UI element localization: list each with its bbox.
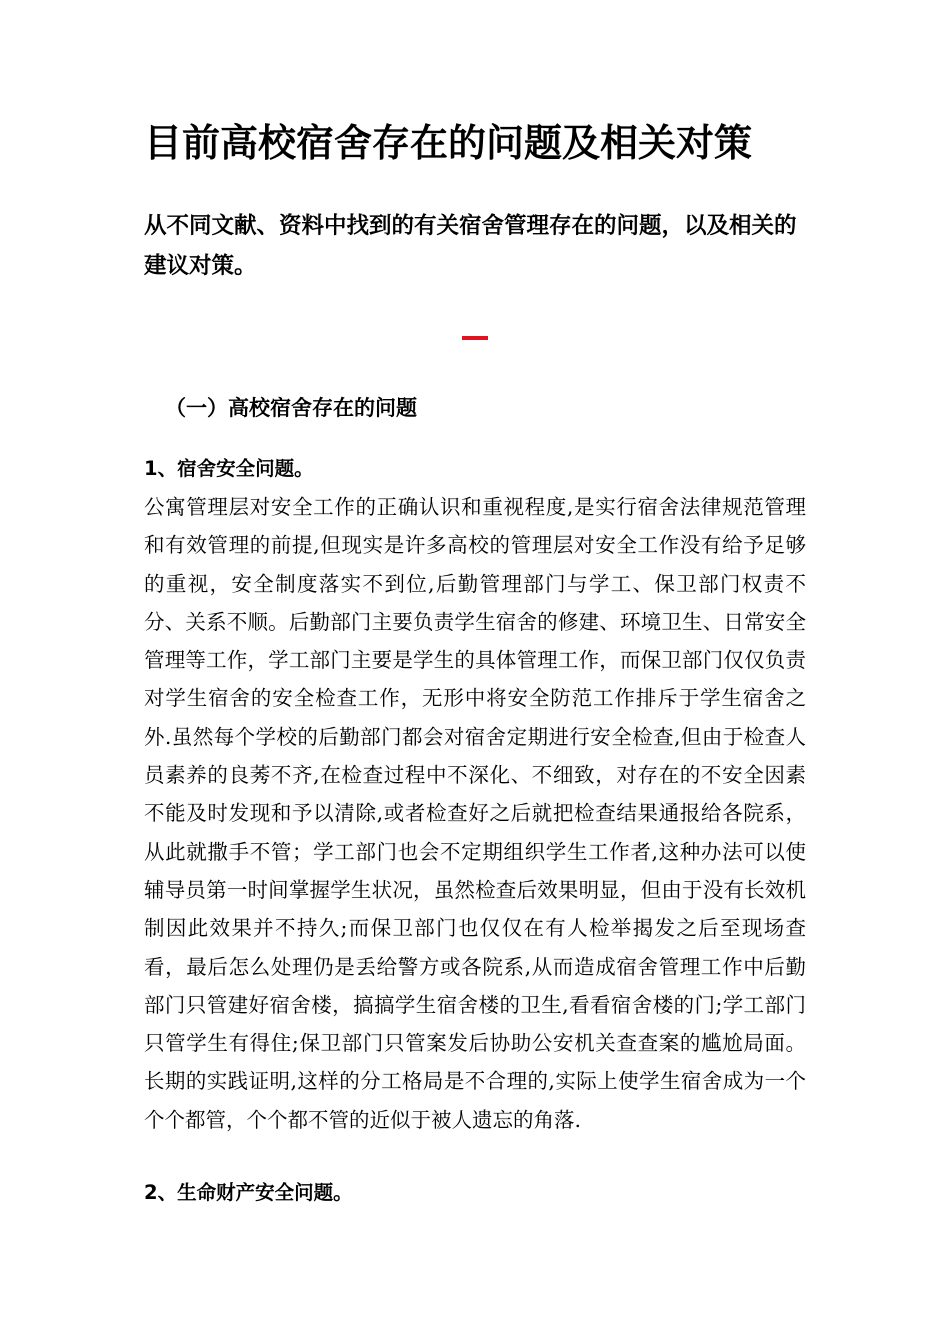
- item-heading-dorm-safety: 1、宿舍安全问题。: [144, 457, 314, 480]
- body-paragraph-dorm-safety: 公寓管理层对安全工作的正确认识和重视程度,是实行宿舍法律规范管理和有效管理的前提,但现实是许多高校的管理层对安全工作没有给予足够的重视，安全制度落实不到位,后勤管理部门与学工、保卫部门权责不分、关系不顺。后勤部门主要负责学生宿舍的修建、环境卫生、日常安全管理等工作，学工部门主要是学生的具体管理工作，而保卫部门仅仅负责对学生宿舍的安全检查工作，无形中将安全防范工作排斥于学生宿舍之外.虽然每个学校的后勤部门都会对宿舍定期进行安全检查,但由于检查人员素养的良莠不齐,在检查过程中不深化、不细致，对存在的不安全因素不能及时发现和予以清除,或者检查好之后就把检查结果通报给各院系，从此就撒手不管；学工部门也会不定期组织学生工作者,这种办法可以使辅导员第一时间掌握学生状况，虽然检查后效果明显，但由于没有长效机制因此效果并不持久;而保卫部门也仅仅在有人检举揭发之后至现场查看，最后怎么处理仍是丢给警方或各院系,从而造成宿舍管理工作中后勤部门只管建好宿舍楼，搞搞学生宿舍楼的卫生,看看宿舍楼的门;学工部门只管学生有得住;保卫部门只管案发后协助公安机关查查案的尴尬局面。长期的实践证明,这样的分工格局是不合理的,实际上使学生宿舍成为一个个个都管，个个都不管的近似于被人遗忘的角落.: [144, 495, 806, 1132]
- item-heading-life-property-safety: 2、生命财产安全问题。: [144, 1181, 353, 1204]
- document-subtitle: 从不同文献、资料中找到的有关宿舍管理存在的问题，以及相关的建议对策。: [144, 213, 797, 279]
- section-heading: （一）高校宿舍存在的问题: [165, 396, 417, 420]
- red-divider: [462, 336, 488, 340]
- document-title: 目前高校宿舍存在的问题及相关对策: [144, 121, 753, 165]
